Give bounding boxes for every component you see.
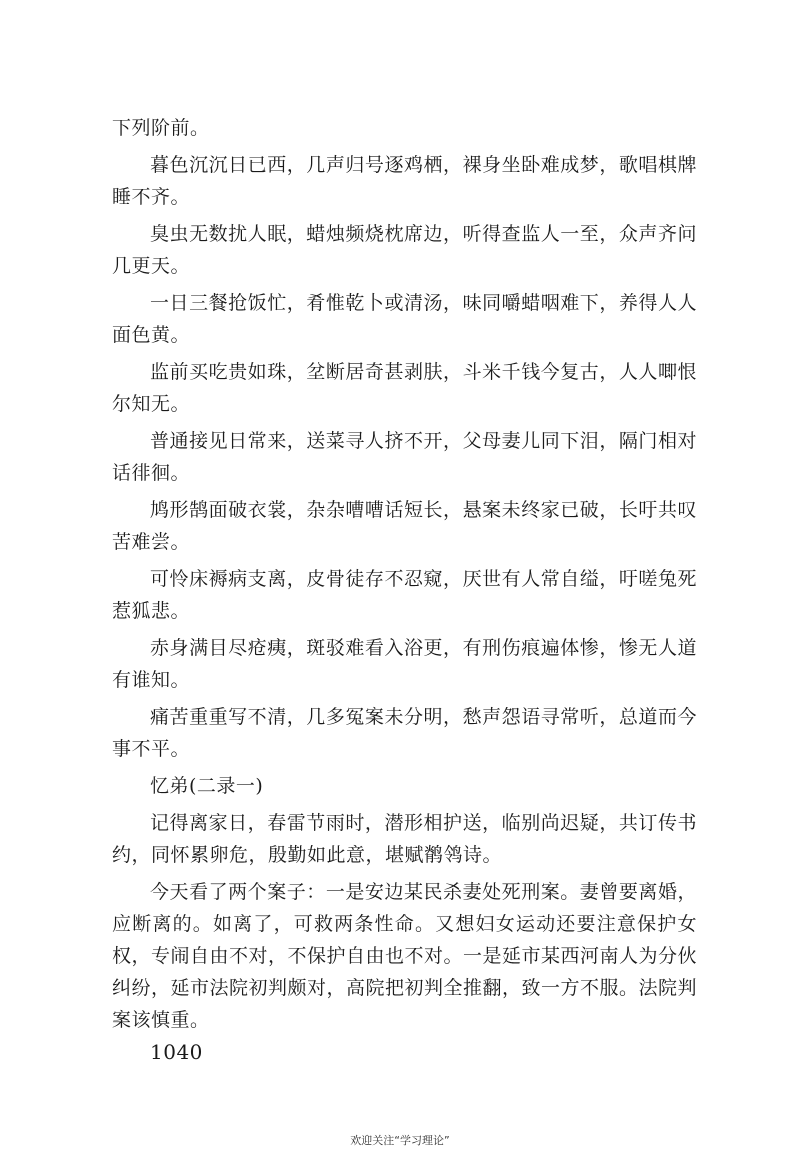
paragraph: 一日三餐抢饭忙，肴惟乾卜或清汤，味同嚼蜡咽难下，养得人人面色黄。 bbox=[112, 292, 697, 346]
footer-note: 欢迎关注“学习理论” bbox=[350, 1134, 450, 1147]
page-number: 1040 bbox=[150, 1040, 203, 1064]
paragraph: 下列阶前。 bbox=[112, 117, 210, 139]
paragraph: 臭虫无数扰人眠，蜡烛频烧枕席边，听得查监人一至，众声齐问几更天。 bbox=[112, 223, 697, 277]
paragraph: 可怜床褥病支离，皮骨徒存不忍窥，厌世有人常自缢，吁嗟兔死惹狐悲。 bbox=[112, 568, 697, 622]
paragraph: 监前买吃贵如珠，坌断居奇甚剥肤，斗米千钱今复古，人人唧恨尔知无。 bbox=[112, 361, 697, 415]
paragraph: 普通接见日常来，送菜寻人挤不开，父母妻儿同下泪，隔门相对话徘徊。 bbox=[112, 430, 697, 484]
page-body bbox=[112, 112, 697, 1041]
paragraph: 鸠形鹄面破衣裳，杂杂嘈嘈话短长，悬案未终家已破，长吁共叹苦难尝。 bbox=[112, 499, 697, 553]
poem-title: 忆弟(二录一) bbox=[150, 775, 264, 797]
paragraph: 暮色沉沉日已西，几声归号逐鸡栖，裸身坐卧难成梦，歌唱棋牌睡不齐。 bbox=[112, 154, 697, 208]
paragraph: 赤身满目尽疮痍，斑驳难看入浴更，有刑伤痕遍体惨，惨无人道有谁知。 bbox=[112, 637, 697, 691]
paragraph: 今天看了两个案子：一是安边某民杀妻处死刑案。妻曾要离婚，应断离的。如离了，可救两条性命。又想妇女运动还要注意保护女权，专闹自由不对，不保护自由也不对。一是延市某西河南人为分伙纠纷，延市法院初判颇对，高院把初判全推翻，致一方不服。法院判案该慎重。 bbox=[112, 881, 698, 1031]
paragraph: 记得离家日，春雷节雨时，潜形相护送，临别尚迟疑，共订传书约，同怀累卵危，殷勤如此意，堪赋鹡鸰诗。 bbox=[112, 812, 697, 866]
paragraph: 痛苦重重写不清，几多冤案未分明，愁声怨语寻常听，总道而今事不平。 bbox=[112, 706, 697, 760]
